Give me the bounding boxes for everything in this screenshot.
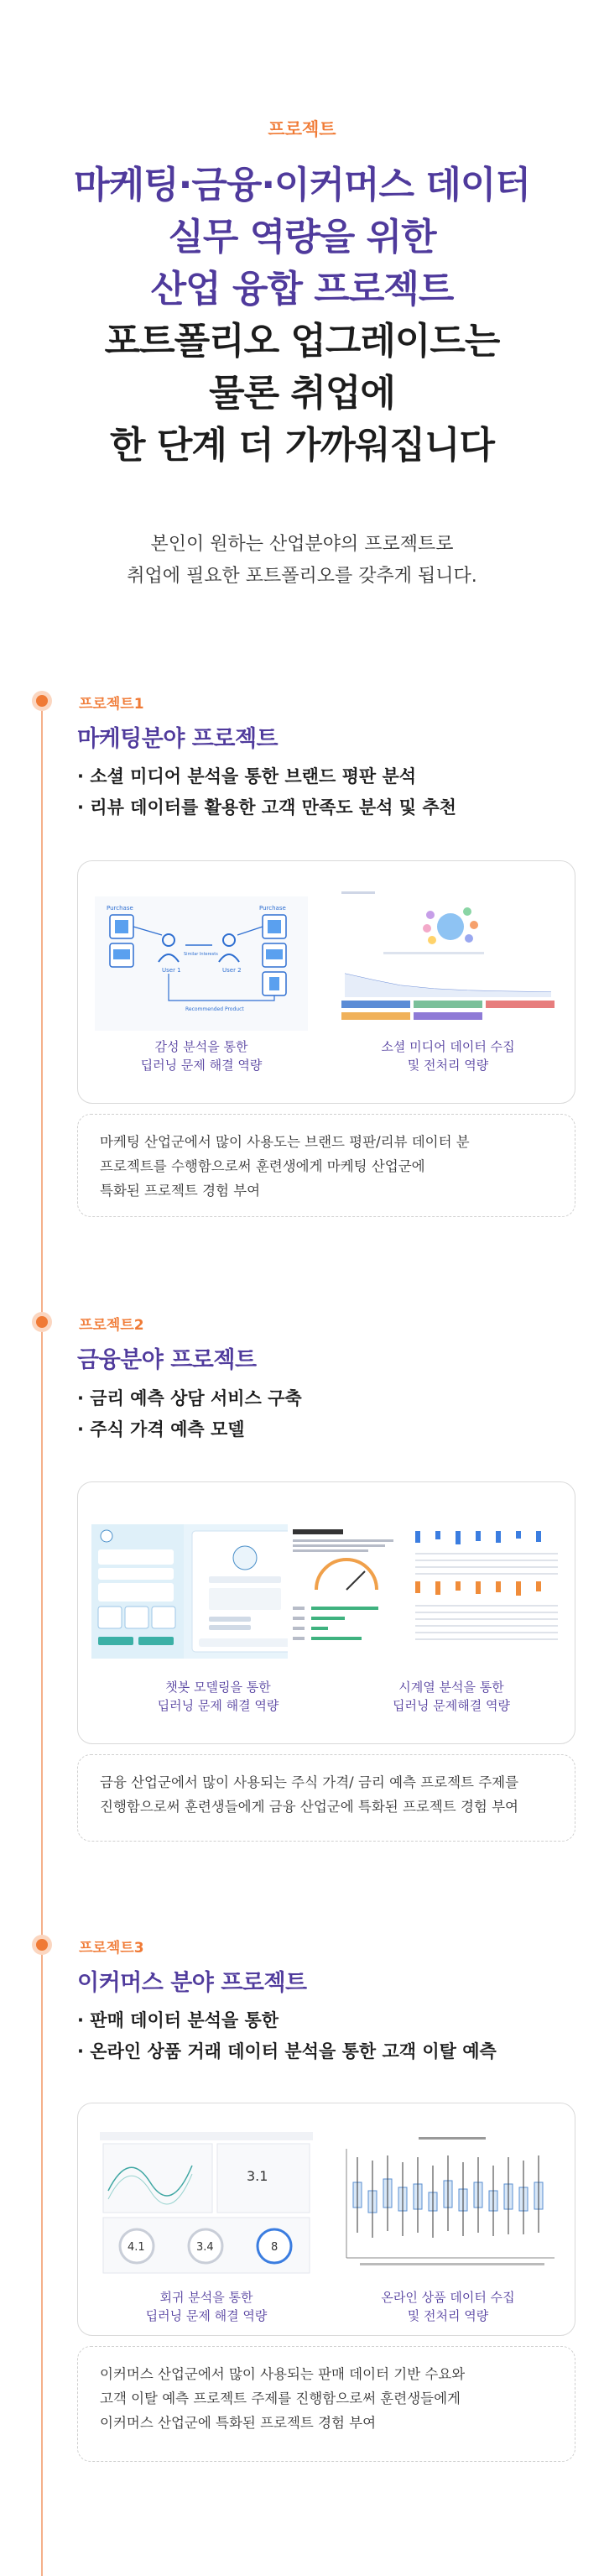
headline-line: 마케팅·금융·이커머스 데이터 [74, 164, 530, 206]
gauge-value: 4.1 [128, 2241, 145, 2254]
project-description [77, 2346, 575, 2462]
caption-line: 회귀 분석을 통한 [159, 2290, 253, 2305]
bullet-item: · 판매 데이터 분석을 통한 [77, 2005, 497, 2036]
headline-line: 포트폴리오 업그레이드는 [104, 320, 500, 363]
bullet-item: · 리뷰 데이터를 활용한 고객 만족도 분석 및 추천 [77, 792, 456, 823]
subheadline-line: 취업에 필요한 포트폴리오를 갖추게 됩니다. [127, 566, 477, 587]
description-line: 이커머스 산업군에 특화된 프로젝트 경험 부여 [100, 2415, 377, 2431]
headline-line: 실무 역량을 위한 [168, 216, 436, 259]
thumb-text: Purchase [107, 905, 133, 912]
bullet-item: · 소셜 미디어 분석을 통한 브랜드 평판 분석 [77, 761, 456, 792]
thumb-text: User 2 [222, 967, 242, 974]
recommendation-diagram-icon [95, 896, 308, 1031]
project-label: 프로젝트3 [79, 1940, 144, 1957]
subheadline [0, 529, 604, 593]
caption-line: 딥러닝 문제 해결 역량 [145, 2308, 268, 2323]
image-caption [95, 1037, 308, 1074]
description-line: 마케팅 산업군에서 많이 사용도는 브랜드 평판/리뷰 데이터 분 [100, 1134, 470, 1150]
caption-line: 온라인 상품 데이터 수집 [381, 2290, 515, 2305]
gauge-value: 8 [271, 2241, 279, 2254]
caption-line: 딥러닝 문제 해결 역량 [157, 1698, 279, 1713]
project-description [77, 1114, 575, 1217]
timeline-dot [32, 1312, 52, 1332]
image-caption [345, 1678, 558, 1715]
thumb-text: Purchase [259, 905, 286, 912]
bullet-item: · 금리 예측 상담 서비스 구축 [77, 1383, 302, 1414]
boxplot-chart-icon [335, 2132, 561, 2276]
caption-line: 딥러닝 문제해결 역량 [393, 1698, 510, 1713]
time-series-dashboard-icon [288, 1524, 405, 1659]
project-label: 프로젝트2 [79, 1317, 144, 1334]
caption-line: 시계열 분석을 통한 [398, 1680, 504, 1695]
project-label: 프로젝트1 [79, 696, 144, 713]
section-eyebrow: 프로젝트 [268, 119, 336, 139]
regression-dashboard-icon [100, 2132, 313, 2276]
caption-line: 소셜 미디어 데이터 수집 [381, 1039, 515, 1054]
headline-line: 한 단계 더 가까워집니다 [110, 424, 494, 467]
bullet-item: · 주식 가격 예측 모델 [77, 1414, 302, 1445]
headline-line: 산업 융합 프로젝트 [150, 268, 454, 311]
thumb-text: Recommended Product [185, 1006, 244, 1012]
description-line: 이커머스 산업군에서 많이 사용되는 판매 데이터 기반 수요와 [100, 2366, 466, 2382]
chatbot-screenshot-icon [91, 1524, 305, 1659]
caption-line: 및 전처리 역량 [407, 1058, 489, 1073]
description-line: 프로젝트를 수행함으로써 훈련생에게 마케팅 산업군에 [100, 1158, 425, 1174]
project-bullets [77, 1383, 302, 1445]
image-caption [112, 1678, 325, 1715]
caption-line: 챗봇 모델링을 통한 [165, 1680, 271, 1695]
project-image-box [77, 860, 575, 1104]
headline [0, 159, 604, 472]
thumb-text: User 1 [162, 967, 181, 974]
image-caption [341, 2288, 555, 2325]
image-caption [341, 1037, 555, 1074]
description-line: 금융 산업군에서 많이 사용되는 주식 가격/ 금리 예측 프로젝트 주제를 [100, 1774, 519, 1790]
timeline-line [41, 702, 43, 2576]
thumb-text: Similar Interests [184, 952, 218, 957]
caption-line: 및 전처리 역량 [407, 2308, 489, 2323]
project-image-box [77, 2103, 575, 2336]
project-image-box [77, 1481, 575, 1744]
subheadline-line: 본인이 원하는 산업분야의 프로젝트로 [150, 534, 454, 555]
description-line: 특화된 프로젝트 경험 부여 [100, 1183, 261, 1199]
forecast-table-icon [410, 1524, 565, 1659]
description-line: 고객 이탈 예측 프로젝트 주제를 진행함으로써 훈련생들에게 [100, 2391, 461, 2406]
image-caption [100, 2288, 313, 2325]
timeline-dot [32, 1935, 52, 1955]
timeline-dot [32, 691, 52, 711]
gauge-value: 3.4 [196, 2241, 214, 2254]
bullet-item: · 온라인 상품 거래 데이터 분석을 통한 고객 이탈 예측 [77, 2036, 497, 2067]
project-title: 이커머스 분야 프로젝트 [77, 1970, 307, 1996]
description-line: 진행함으로써 훈련생들에게 금융 산업군에 특화된 프로젝트 경험 부여 [100, 1799, 518, 1815]
headline-line: 물론 취업에 [209, 372, 395, 415]
caption-line: 딥러닝 문제 해결 역량 [140, 1058, 263, 1073]
project-description [77, 1754, 575, 1842]
project-title: 금융분야 프로젝트 [77, 1347, 257, 1373]
kpi-value: 3.1 [247, 2168, 268, 2184]
caption-line: 감성 분석을 통한 [154, 1039, 248, 1054]
social-media-dashboard-icon [341, 886, 555, 1029]
project-title: 마케팅분야 프로젝트 [77, 726, 279, 752]
project-bullets [77, 761, 456, 823]
project-bullets [77, 2005, 497, 2067]
